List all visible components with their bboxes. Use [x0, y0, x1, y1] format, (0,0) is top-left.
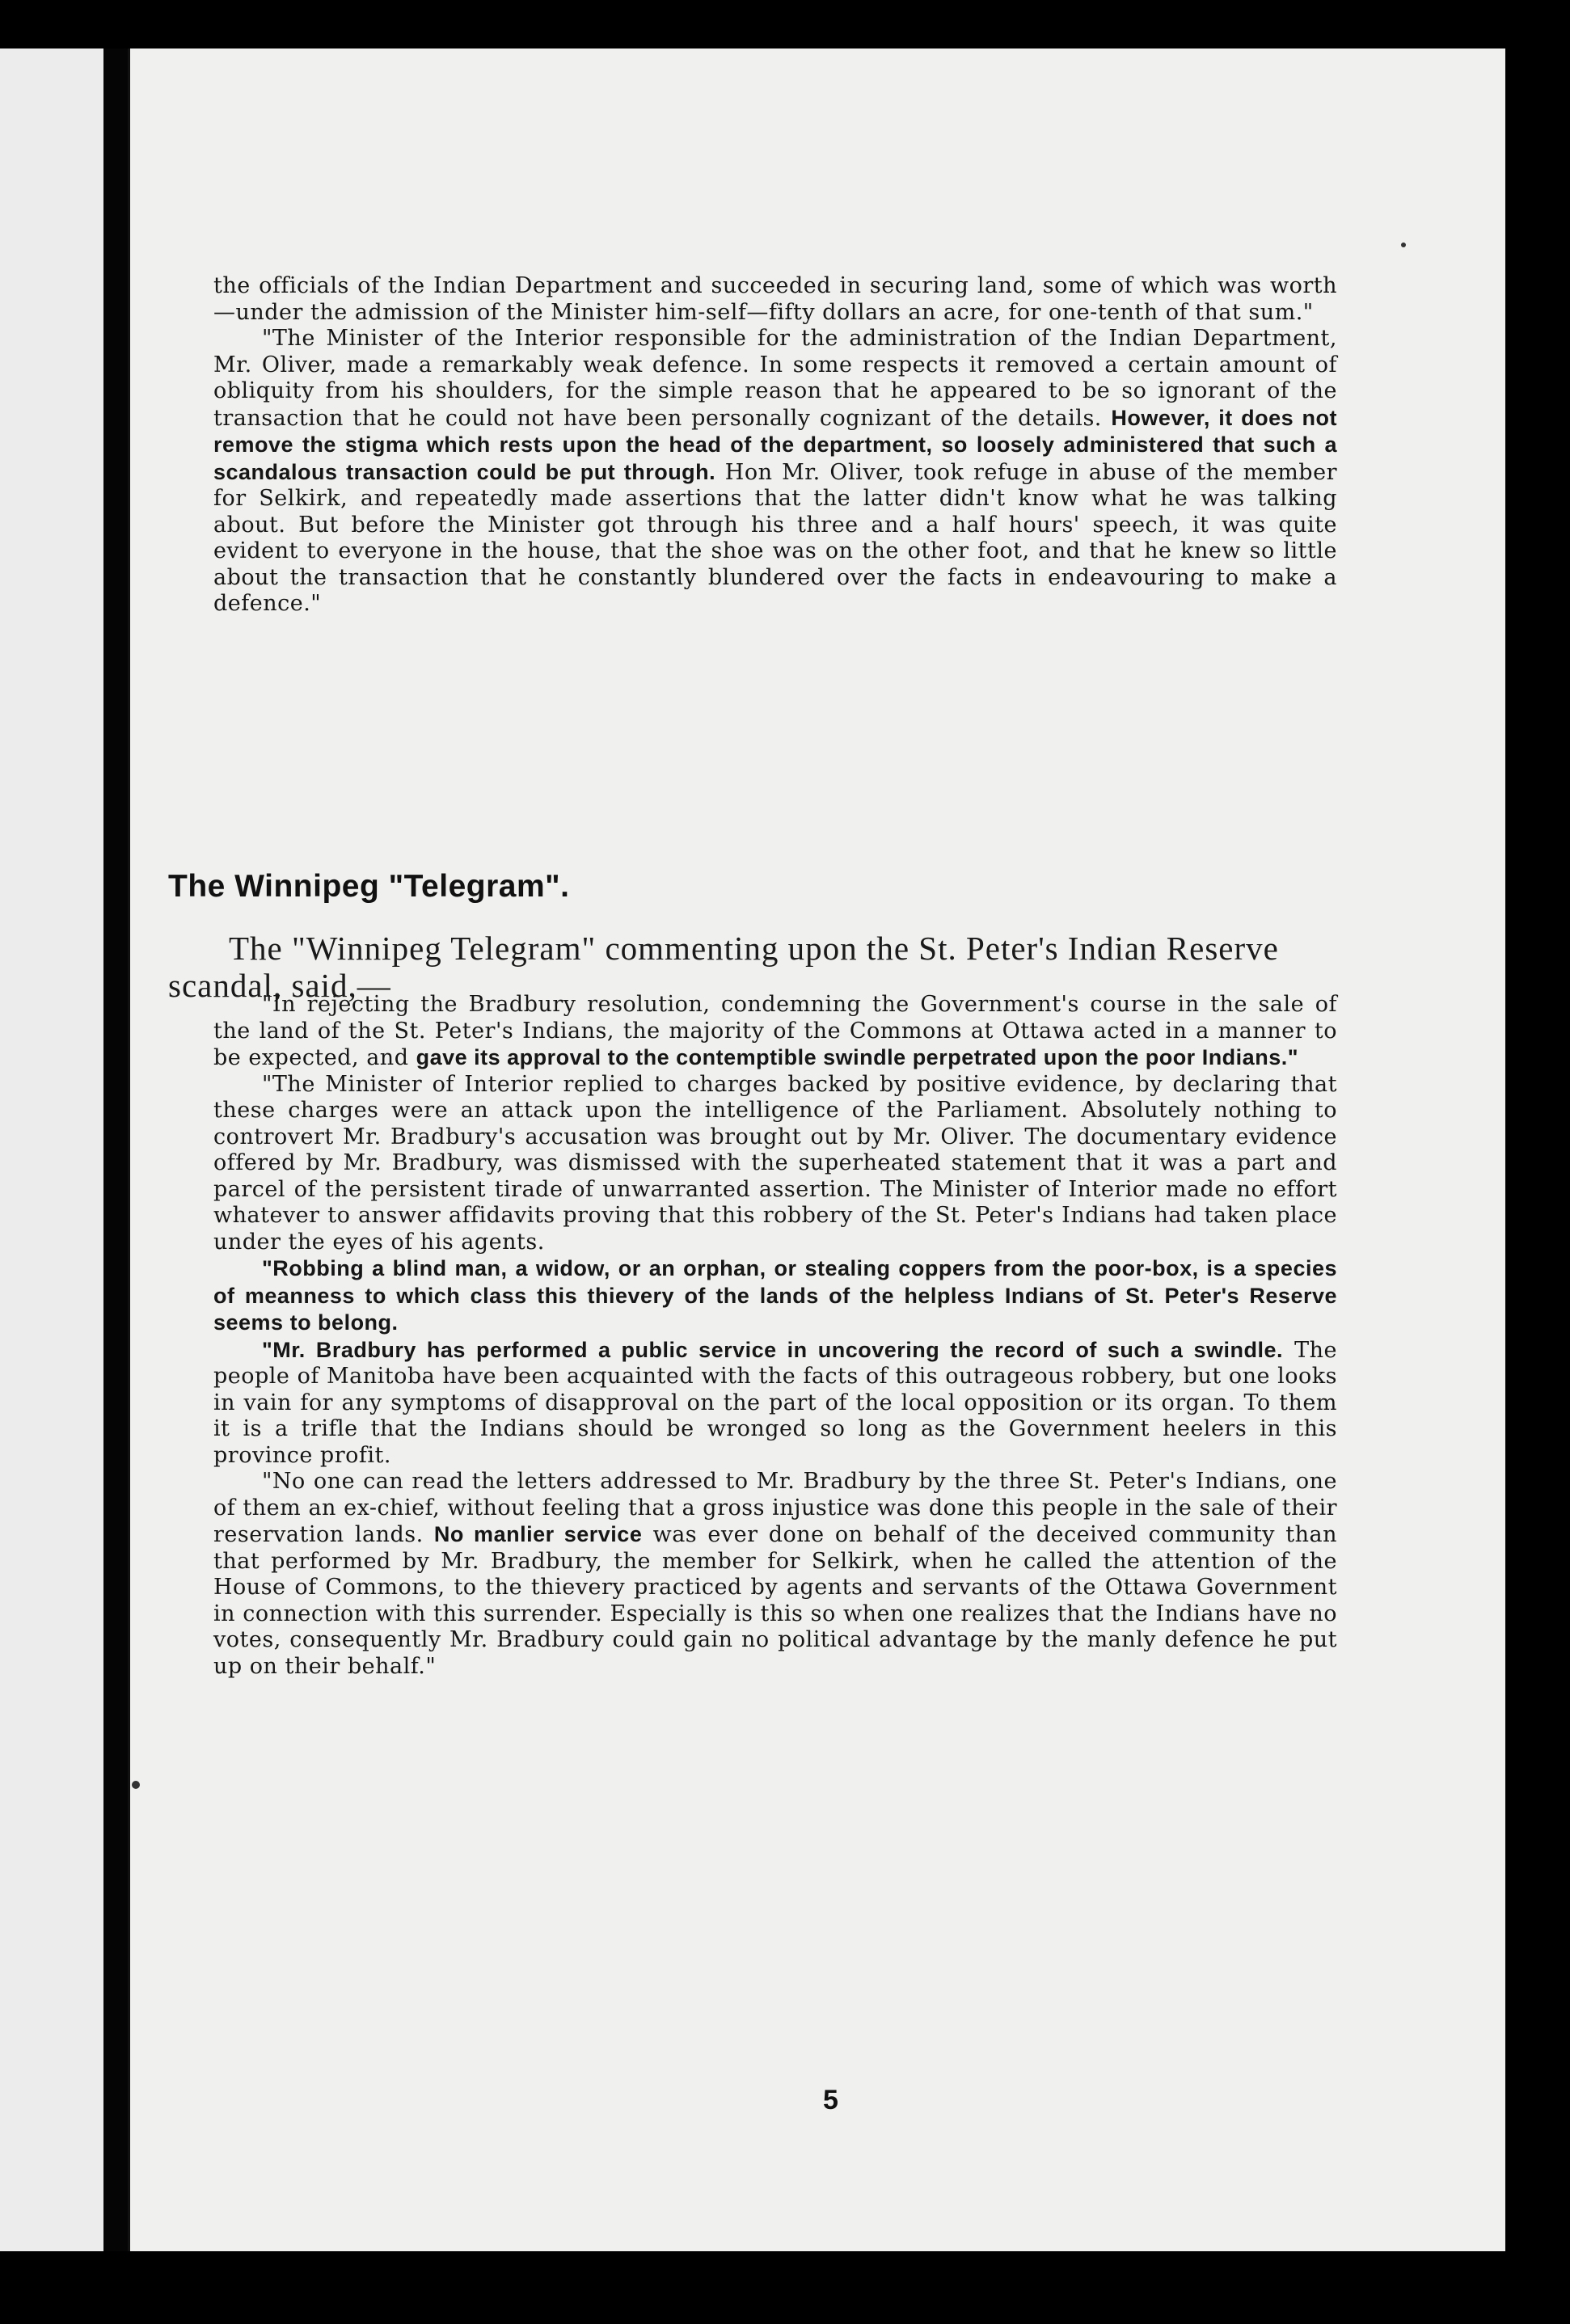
- paragraph: [213, 992, 1337, 1072]
- quoted-article: [213, 992, 1337, 1680]
- scan-speck: [132, 1781, 140, 1789]
- paragraph-text: "No one can read the letters addressed to Mr. Bradbury by the three St. Peter's Indians, one of them an ex-chief, without feeling that a gross injustice was done this people in the sale of their reservation lands.: [213, 1469, 1337, 1547]
- emphasis-text: "Mr. Bradbury has performed a public service in uncovering the record of such a swindle.: [262, 1337, 1283, 1362]
- emphasis-text: No manlier service: [433, 1522, 643, 1546]
- paragraph: [213, 326, 1337, 618]
- paragraph-text: Hon Mr. Oliver, took refuge in abuse of the member for Selkirk, and repeatedly made assertions that the latter didn't know what he was talking about. But before the Minister got through his three and a half hours' speech, it was quite evident to everyone in the house, that the shoe was on the other foot, and that he knew so little about the transaction that he constantly blundered over the facts in endeavouring to make a defence.": [213, 459, 1337, 616]
- section-heading: The Winnipeg "Telegram".: [168, 869, 570, 904]
- paragraph-text: "In rejecting the Bradbury resolution, condemning the Government's course in the sale of the land of the St. Peter's Indians, the majority of the Commons at Ottawa acted in a manner to be expected, and: [213, 992, 1337, 1070]
- paragraph: [213, 1337, 1337, 1470]
- paragraph-text: was ever done on behalf of the deceived community than that performed by Mr. Bradbury, the member for Selkirk, when he called the attention of the House of Commons, to the thievery practiced by agents and servants of the Ottawa Government in connection with this surrender. Especially is this so when one realizes that the Indians have no votes, consequently Mr. Bradbury could gain no political advantage by the manly defence he put up on their behalf.": [213, 1522, 1337, 1679]
- paragraph-text: "The Minister of Interior replied to charges backed by positive evidence, by declaring that these charges were an attack upon the intelligence of the Parliament. Absolutely nothing to controvert Mr. Bradbury's accusation was brought out by Mr. Oliver. The documentary evidence offered by Mr. Bradbury, was dismissed with the superheated statement that it was a part and parcel of the persistent tirade of unwarranted assertion. The Minister of Interior made no effort whatever to answer affidavits proving that this robbery of the St. Peter's Indians had taken place under the eyes of his agents.: [213, 1071, 1337, 1255]
- scan-left-margin: [0, 49, 103, 2251]
- scan-gutter: [103, 49, 129, 2251]
- paragraph-text: The people of Manitoba have been acquainted with the facts of this outrageous robbery, but one looks in vain for any symptoms of disapproval on the part of the local opposition or its organ. To them it is a trifle that the Indians should be wronged so long as the Government heelers in this province profit.: [213, 1337, 1337, 1468]
- emphasis-text: gave its approval to the contemptible swindle perpetrated upon the poor Indians.": [416, 1045, 1299, 1069]
- paragraph-text: "The Minister of the Interior responsible for the administration of the Indian Department, Mr. Oliver, made a remarkably weak defence. In some respects it removed a certain amount of obliquity from his shoulders, for the simple reason that he appeared to be so ignorant of the transaction that he could not have been personally cognizant of the details.: [213, 326, 1337, 431]
- paragraph: [213, 1255, 1337, 1337]
- paragraph: [213, 273, 1337, 326]
- paragraph: [213, 1469, 1337, 1680]
- emphasis-text: "Robbing a blind man, a widow, or an orphan, or stealing coppers from the poor-box, is a species of meanness to which class this thievery of the lands of the helpless Indians of St. Peter's Reserve seems to belong.: [213, 1256, 1337, 1335]
- paragraph-text: the officials of the Indian Department and succeeded in securing land, some of which was worth—under the admission of the Minister him-self—fifty dollars an acre, for one-tenth of that sum.": [213, 273, 1337, 325]
- paragraph: [213, 1072, 1337, 1256]
- scan-speck: [1401, 243, 1406, 247]
- continuation-text: [213, 273, 1337, 618]
- emphasis-text: However, it does not remove the stigma which rests upon the head of the department, so loosely administered that such a scandalous transaction could be put through.: [213, 405, 1337, 484]
- page-number: 5: [823, 2085, 838, 2115]
- section-lead: The "Winnipeg Telegram" commenting upon the St. Peter's Indian Reserve scandal, said,—: [168, 930, 1279, 1004]
